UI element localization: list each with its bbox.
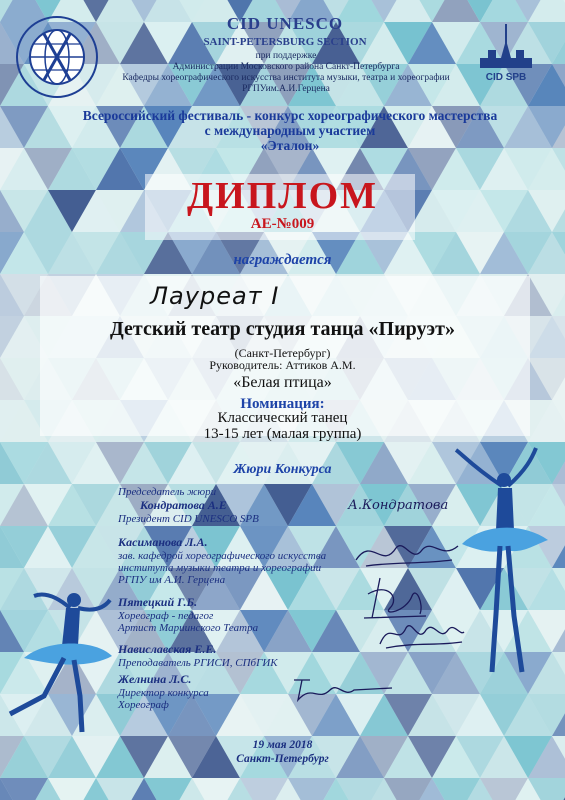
support-line: Кафедры хореографического искусства института музыки, театра и хореографии bbox=[122, 73, 450, 83]
jury-member bbox=[118, 642, 278, 669]
handwritten-place: Лауреат I bbox=[150, 282, 280, 310]
support-line: РГПУим.А.И.Герцена bbox=[242, 84, 330, 94]
age-group: 13-15 лет (малая группа) bbox=[203, 426, 362, 442]
date-value: 19 мая 2018 bbox=[252, 739, 313, 751]
festival-line: «Эталон» bbox=[260, 138, 320, 153]
signature-zhelnina bbox=[288, 672, 398, 706]
jury-member bbox=[118, 486, 259, 525]
cid-globe-emblem bbox=[14, 14, 100, 100]
festival-title bbox=[80, 108, 500, 153]
jury-member bbox=[118, 672, 209, 711]
chair-signature: А.Кондратова bbox=[348, 498, 449, 513]
date-city: Санкт-Петербург bbox=[236, 753, 329, 765]
ballerina-left-silhouette bbox=[4, 586, 114, 736]
jury-detail: Хореограф bbox=[118, 699, 169, 711]
jury-member bbox=[118, 535, 326, 586]
signature-kasimanova bbox=[352, 530, 462, 576]
jury-member bbox=[118, 595, 258, 634]
nomination-value: Классический танец bbox=[217, 410, 348, 426]
festival-line: Всероссийский фестиваль - конкурс хореографического мастерства bbox=[82, 108, 498, 123]
jury-name: Желнина Л.С. bbox=[118, 672, 192, 686]
jury-name: Кондратова А.Е bbox=[140, 498, 227, 512]
jury-detail: института музыки театра и хореографии bbox=[118, 562, 322, 574]
jury-name: Пятецкий Г.Б. bbox=[118, 595, 198, 609]
jury-title: Жюри Конкурса bbox=[233, 462, 332, 477]
nomination-label: Номинация: bbox=[240, 396, 325, 412]
recipient-leader: Руководитель: Аттиков А.М. bbox=[209, 358, 356, 372]
recipient-name: Детский театр студия танца «Пируэт» bbox=[110, 318, 455, 340]
jury-name: Касиманова Л.А. bbox=[118, 535, 208, 549]
spb-peter-paul-emblem bbox=[470, 22, 542, 84]
diploma-title: ДИПЛОМ bbox=[187, 175, 378, 217]
jury-detail: Президент CID UNESCO SPB bbox=[118, 513, 259, 525]
jury-detail: Артист Мариинского Театра bbox=[118, 622, 259, 634]
support-line: Администрации Московского района Санкт-Петербурга bbox=[172, 62, 400, 72]
org-subtitle: SAINT-PETERSBURG SECTION bbox=[203, 36, 367, 48]
festival-line: с международным участием bbox=[204, 123, 376, 138]
ballerina-right-silhouette bbox=[452, 446, 552, 676]
diploma-number: АЕ-№009 bbox=[250, 216, 315, 232]
support-line: при поддержке bbox=[255, 51, 317, 61]
issue-date bbox=[0, 738, 565, 766]
performance-title: «Белая птица» bbox=[233, 374, 332, 391]
jury-role: Председатель жюри bbox=[118, 486, 217, 498]
jury-name: Навиславская Е.Е. bbox=[118, 642, 217, 656]
signature-pyatetsky bbox=[360, 574, 430, 622]
org-title: CID UNESCO bbox=[226, 14, 344, 33]
jury-detail: Хореограф - педагог bbox=[118, 610, 214, 622]
jury-detail: Директор конкурса bbox=[118, 687, 209, 699]
recipient-city: (Санкт-Петербург) bbox=[234, 346, 331, 360]
awarded-label: награждается bbox=[233, 252, 332, 268]
jury-detail: Преподаватель РГИСИ, СПбГИК bbox=[118, 657, 278, 669]
spb-emblem-label: CID SPB bbox=[485, 72, 527, 83]
jury-detail: РГПУ им А.И. Герцена bbox=[118, 574, 226, 586]
jury-detail: зав. кафедрой хореографического искусства bbox=[118, 550, 327, 562]
